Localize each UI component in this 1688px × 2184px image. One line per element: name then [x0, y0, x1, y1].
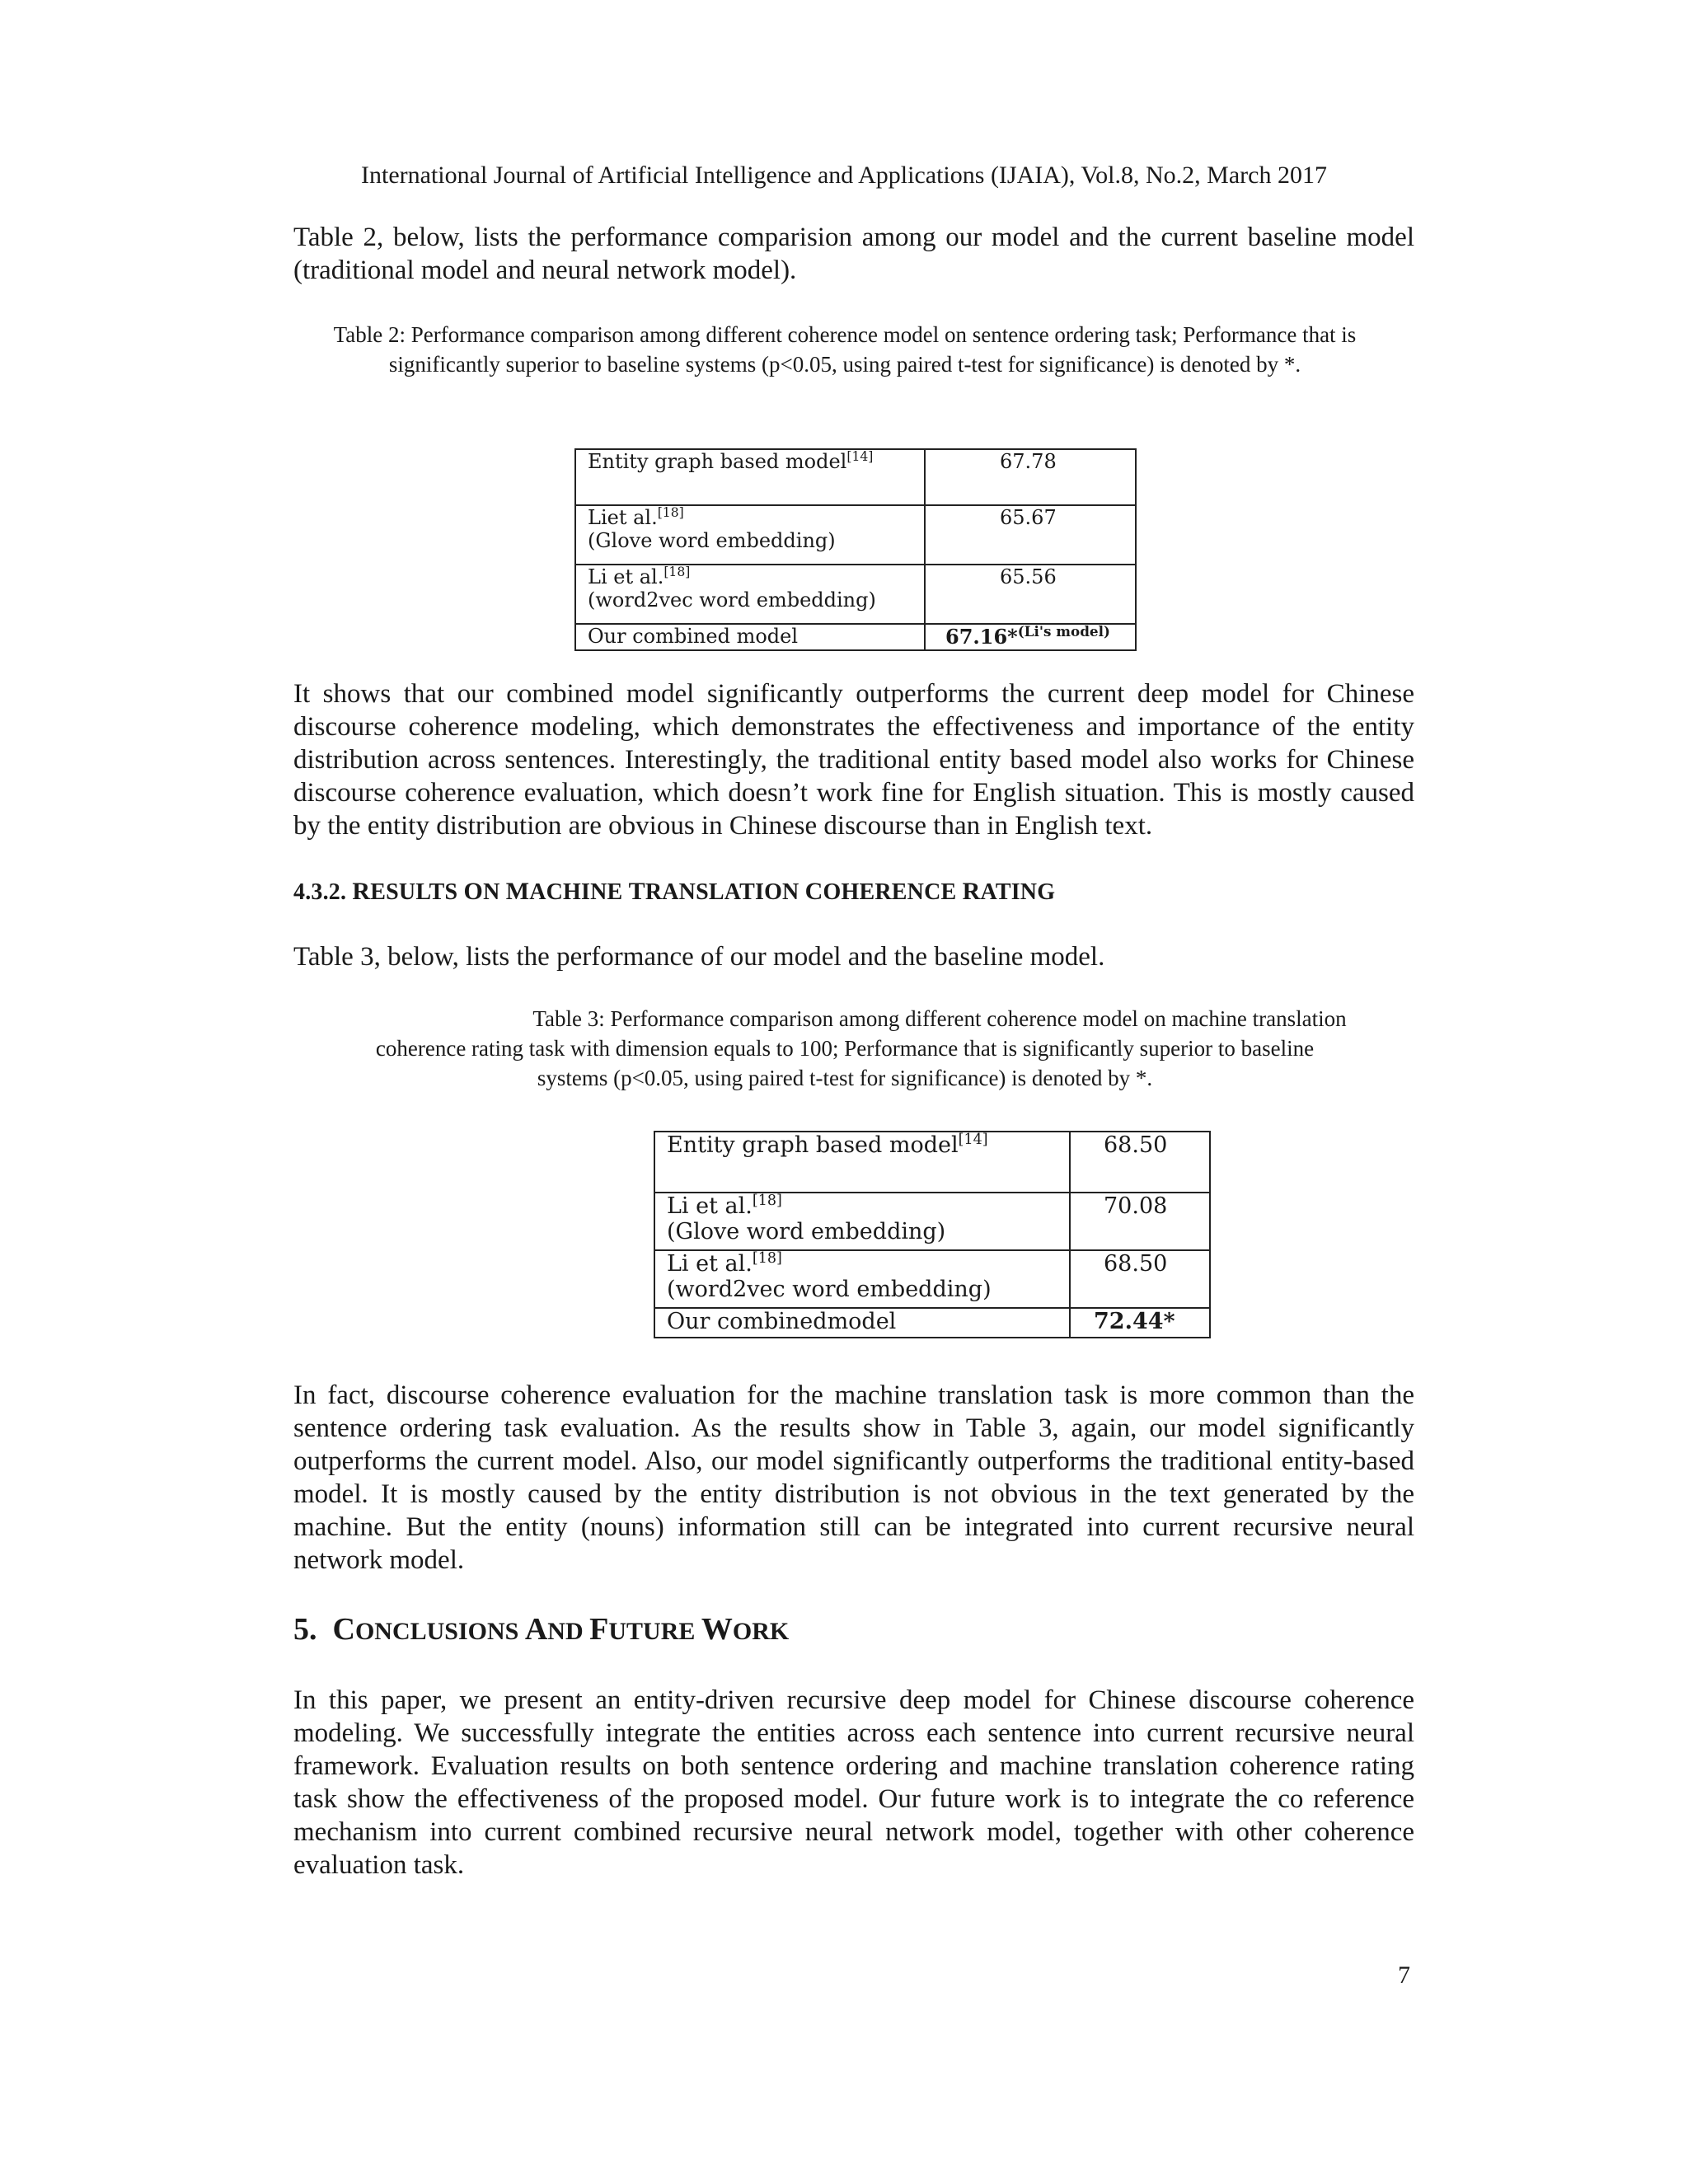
table3-caption	[280, 1004, 1409, 1093]
table2-score: 65.56	[925, 565, 1136, 624]
heading-cap: M	[505, 878, 530, 905]
score-value: 67.16*	[945, 625, 1018, 649]
table-row	[654, 1132, 1210, 1193]
heading-rest: ATING	[980, 879, 1056, 905]
heading-rest: ONCLUSIONS	[354, 1618, 525, 1645]
table3-model-name	[654, 1250, 1070, 1308]
heading-rest: N	[483, 879, 506, 905]
table-row	[654, 1308, 1210, 1338]
table3-score: 68.50	[1070, 1250, 1210, 1308]
table2-caption: Table 2: Performance comparison among different coherence model on sentence ordering task; Performance that is significantly superior to baseline systems (p<0.05, using paired t-test for significance) is denoted by *.	[333, 322, 1357, 377]
discussion-paragraph-2: In fact, discourse coherence evaluation for the machine translation task is more common than the sentence ordering task evaluation. As the results show in Table 3, again, our model significantly outperforms the current model. Also, our model significantly outperforms the traditional entity-based model. It is mostly caused by the entity distribution is not obvious in the text generated by the machine. But the entity (nouns) information still can be integrated into current recursive neural network model.	[293, 1380, 1414, 1575]
heading-cap: T	[628, 878, 645, 905]
heading-cap: W	[701, 1612, 733, 1647]
table3-model-name	[654, 1132, 1070, 1193]
table3-score: 70.08	[1070, 1193, 1210, 1250]
heading-rest: ORK	[732, 1618, 790, 1645]
heading-rest: ACHINE	[529, 879, 629, 905]
heading-rest: OHERENCE	[823, 879, 963, 905]
heading-cap: R	[962, 878, 981, 905]
citation-ref: [18]	[752, 1250, 782, 1267]
table2-model-name	[575, 624, 925, 650]
running-header: International Journal of Artificial Intelligence and Applications (IJAIA), Vol.8, No.2, March 2017	[361, 162, 1327, 189]
model-name-text: Entity graph based model	[667, 1132, 959, 1158]
citation-ref: [18]	[657, 505, 684, 520]
model-detail: (word2vec word embedding)	[667, 1277, 992, 1302]
heading-rest: ESULTS	[370, 879, 464, 905]
table-row	[575, 505, 1136, 565]
table2-model-name	[575, 505, 925, 565]
model-name-text: Li et al.	[667, 1193, 753, 1219]
table-row	[575, 624, 1136, 650]
table2-score: 67.78	[925, 449, 1136, 505]
table3-model-name	[654, 1308, 1070, 1338]
table3-caption-line1: Table 3: Performance comparison among different coherence model on machine translation	[532, 1006, 1347, 1031]
subsection-number: 4.3.2.	[293, 879, 347, 905]
table2-model-name	[575, 449, 925, 505]
model-name-text: Liet al.	[588, 506, 658, 529]
table-row	[654, 1193, 1210, 1250]
heading-rest: RANSLATION	[645, 879, 805, 905]
subsection-heading	[293, 878, 1055, 906]
table3-score: 68.50	[1070, 1132, 1210, 1193]
citation-ref: [18]	[752, 1193, 782, 1209]
model-name-text: Entity graph based model	[588, 450, 847, 473]
section-heading	[293, 1611, 789, 1647]
heading-cap: F	[589, 1612, 609, 1647]
section-number: 5.	[293, 1612, 317, 1647]
model-name-text: Our combined model	[588, 625, 799, 648]
intro-table3-paragraph: Table 3, below, lists the performance of our model and the baseline model.	[293, 942, 1105, 972]
model-name-text: Our combinedmodel	[667, 1309, 897, 1334]
table3-caption-line2: coherence rating task with dimension equals to 100; Performance that is significantly superior to baseline systems (p<0.05, using paired t-test for significance) is denoted by *.	[375, 1036, 1315, 1090]
table3-score: 72.44*	[1070, 1308, 1210, 1338]
model-detail: (Glove word embedding)	[588, 529, 836, 552]
intro-table2-paragraph: Table 2, below, lists the performance comparision among our model and the current baseline model (traditional model and neural network model).	[293, 223, 1414, 285]
heading-cap: C	[804, 878, 823, 905]
discussion-paragraph-1: It shows that our combined model significantly outperforms the current deep model for Chinese discourse coherence modeling, which demonstrates the effectiveness and importance of the entity distribution across sentences. Interestingly, the traditional entity based model also works for Chinese discourse coherence evaluation, which doesn’t work fine for English situation. This is mostly caused by the entity distribution are obvious in Chinese discourse than in English text.	[293, 679, 1414, 841]
heading-cap: O	[463, 878, 484, 905]
citation-ref: [14]	[846, 449, 874, 464]
model-detail: (word2vec word embedding)	[588, 588, 876, 612]
score-note: (Li's model)	[1017, 623, 1110, 640]
heading-cap: C	[332, 1612, 355, 1647]
page-number: 7	[1398, 1961, 1410, 1989]
model-name-text: Li et al.	[588, 565, 664, 588]
table2-score: 65.67	[925, 505, 1136, 565]
table2-score	[925, 624, 1136, 650]
heading-cap: A	[524, 1612, 548, 1647]
table2-model-name	[575, 565, 925, 624]
model-detail: (Glove word embedding)	[667, 1219, 946, 1244]
heading-rest: ND	[547, 1618, 590, 1645]
table-row	[654, 1250, 1210, 1308]
table3-model-name	[654, 1193, 1070, 1250]
table2	[574, 448, 1137, 651]
table3	[654, 1131, 1211, 1338]
conclusion-paragraph: In this paper, we present an entity-driven recursive deep model for Chinese discourse coherence modeling. We successfully integrate the entities across each sentence into current recursive neural framework. Evaluation results on both sentence ordering and machine translation coherence rating task show the effectiveness of the proposed model. Our future work is to integrate the co reference mechanism into current combined recursive neural network model, together with other coherence evaluation task.	[293, 1685, 1414, 1880]
heading-rest: UTURE	[608, 1618, 701, 1645]
table-row	[575, 565, 1136, 624]
heading-cap: R	[352, 878, 371, 905]
citation-ref: [18]	[663, 565, 691, 579]
model-name-text: Li et al.	[667, 1251, 753, 1277]
table-row	[575, 449, 1136, 505]
citation-ref: [14]	[958, 1132, 988, 1148]
